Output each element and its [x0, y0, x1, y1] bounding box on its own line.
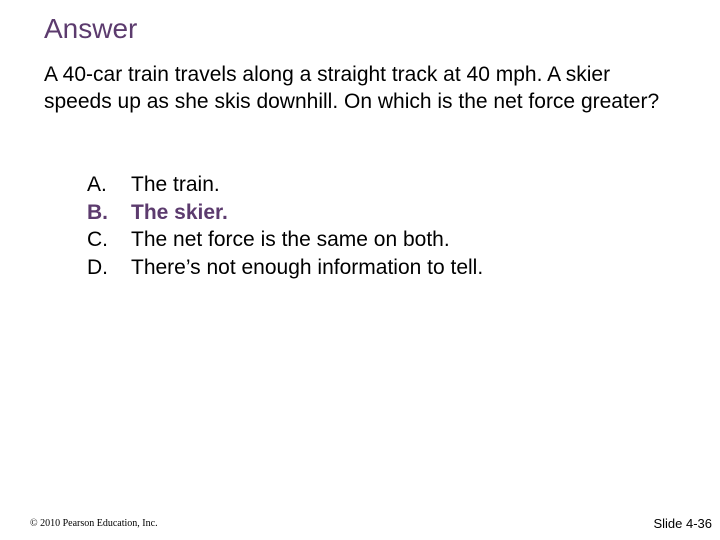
copyright-notice: © 2010 Pearson Education, Inc. [30, 518, 158, 529]
option-text: The net force is the same on both. [131, 228, 450, 251]
question-text: A 40-car train travels along a straight track at 40 mph. A skier speeds up as she skis downhill. On which is the net force greater? [44, 63, 660, 113]
answer-options [87, 171, 483, 281]
option-text: The skier. [131, 200, 228, 224]
option-d [87, 254, 483, 282]
option-a [87, 171, 483, 199]
option-c [87, 226, 483, 254]
slide-number: Slide 4-36 [653, 516, 712, 531]
slide-title: Answer [44, 13, 138, 44]
option-b-correct [87, 199, 483, 227]
option-letter: B. [87, 200, 108, 224]
option-letter: D. [87, 255, 108, 279]
option-text: The train. [131, 173, 220, 196]
option-letter: C. [87, 228, 108, 251]
option-text: There’s not enough information to tell. [131, 255, 484, 279]
option-letter: A. [87, 173, 107, 196]
